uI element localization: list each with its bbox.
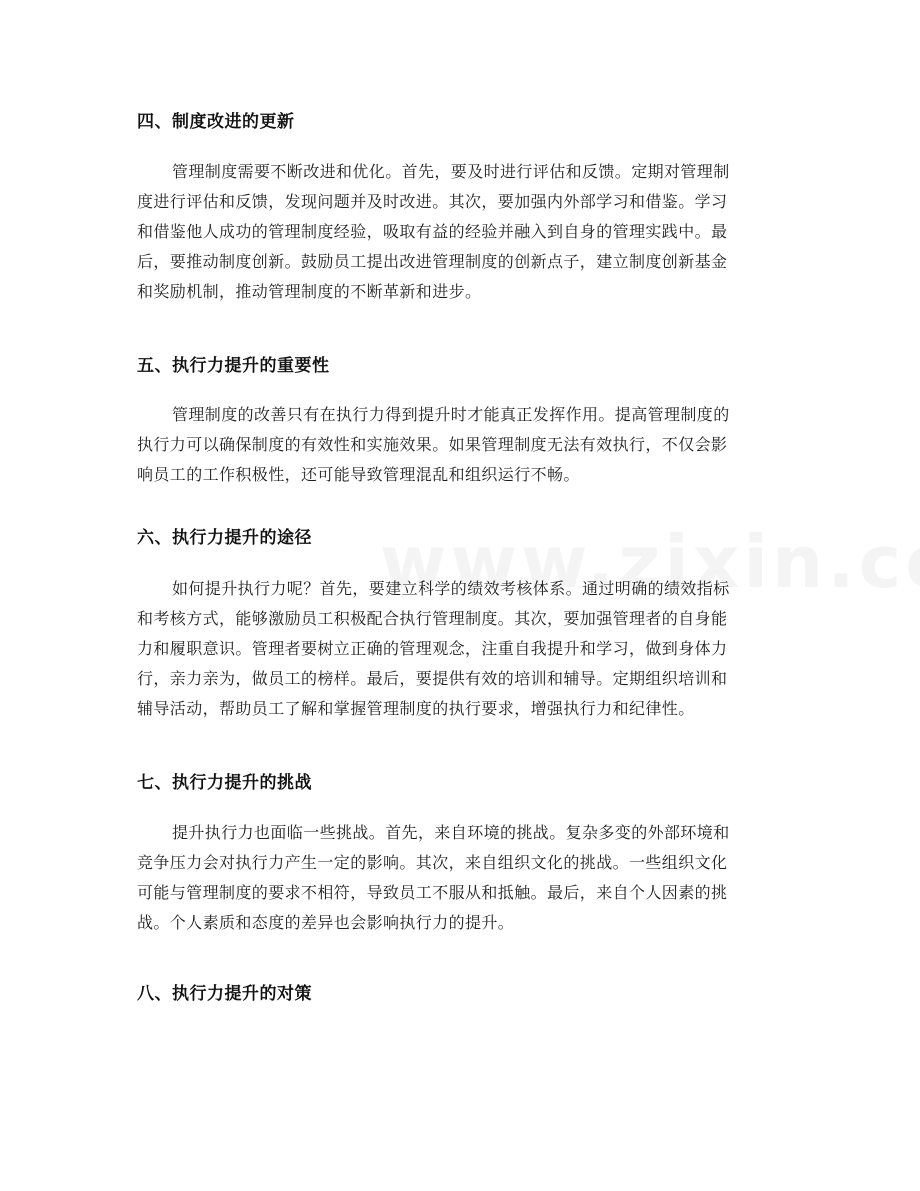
paragraph-line: 度进行评估和反馈，发现问题并及时改进。其次，要加强内外部学习和借鉴。学习 [137, 192, 728, 211]
paragraph-line: 战。个人素质和态度的差异也会影响执行力的提升。 [137, 913, 515, 932]
paragraph-line: 行，亲力亲为，做员工的榜样。最后，要提供有效的培训和辅导。定期组织培训和 [137, 669, 728, 688]
section-heading-6: 六、执行力提升的途径 [137, 528, 312, 548]
paragraph-line: 管理制度的改善只有在执行力得到提升时才能真正发挥作用。提高管理制度的 [172, 405, 730, 424]
section-paragraph-5 [137, 400, 785, 490]
paragraph-line: 执行力可以确保制度的有效性和实施效果。如果管理制度无法有效执行，不仅会影 [137, 435, 728, 454]
section-heading-8: 八、执行力提升的对策 [137, 984, 312, 1004]
section-paragraph-4 [137, 157, 785, 307]
paragraph-line: 管理制度需要不断改进和优化。首先，要及时进行评估和反馈。定期对管理制 [172, 162, 730, 181]
paragraph-line: 和奖励机制，推动管理制度的不断革新和进步。 [137, 282, 482, 301]
section-paragraph-7 [137, 818, 785, 938]
paragraph-line: 可能与管理制度的要求不相符，导致员工不服从和抵触。最后，来自个人因素的挑 [137, 883, 728, 902]
paragraph-line: 如何提升执行力呢？首先，要建立科学的绩效考核体系。通过明确的绩效指标 [172, 579, 730, 598]
paragraph-line: 提升执行力也面临一些挑战。首先，来自环境的挑战。复杂多变的外部环境和 [172, 823, 730, 842]
paragraph-line: 和借鉴他人成功的管理制度经验，吸取有益的经验并融入到自身的管理实践中。最 [137, 222, 728, 241]
paragraph-line: 响员工的工作积极性，还可能导致管理混乱和组织运行不畅。 [137, 465, 580, 484]
section-heading-4: 四、制度改进的更新 [137, 112, 295, 132]
section-paragraph-6 [137, 574, 785, 724]
paragraph-line: 和考核方式，能够激励员工积极配合执行管理制度。其次，要加强管理者的自身能 [137, 609, 728, 628]
section-heading-7: 七、执行力提升的挑战 [137, 773, 312, 793]
paragraph-line: 力和履职意识。管理者要树立正确的管理观念，注重自我提升和学习，做到身体力 [137, 639, 728, 658]
paragraph-line: 后，要推动制度创新。鼓励员工提出改进管理制度的创新点子，建立制度创新基金 [137, 252, 728, 271]
paragraph-line: 竞争压力会对执行力产生一定的影响。其次，来自组织文化的挑战。一些组织文化 [137, 853, 728, 872]
paragraph-line: 辅导活动，帮助员工了解和掌握管理制度的执行要求，增强执行力和纪律性。 [137, 699, 695, 718]
section-heading-5: 五、执行力提升的重要性 [137, 356, 330, 376]
